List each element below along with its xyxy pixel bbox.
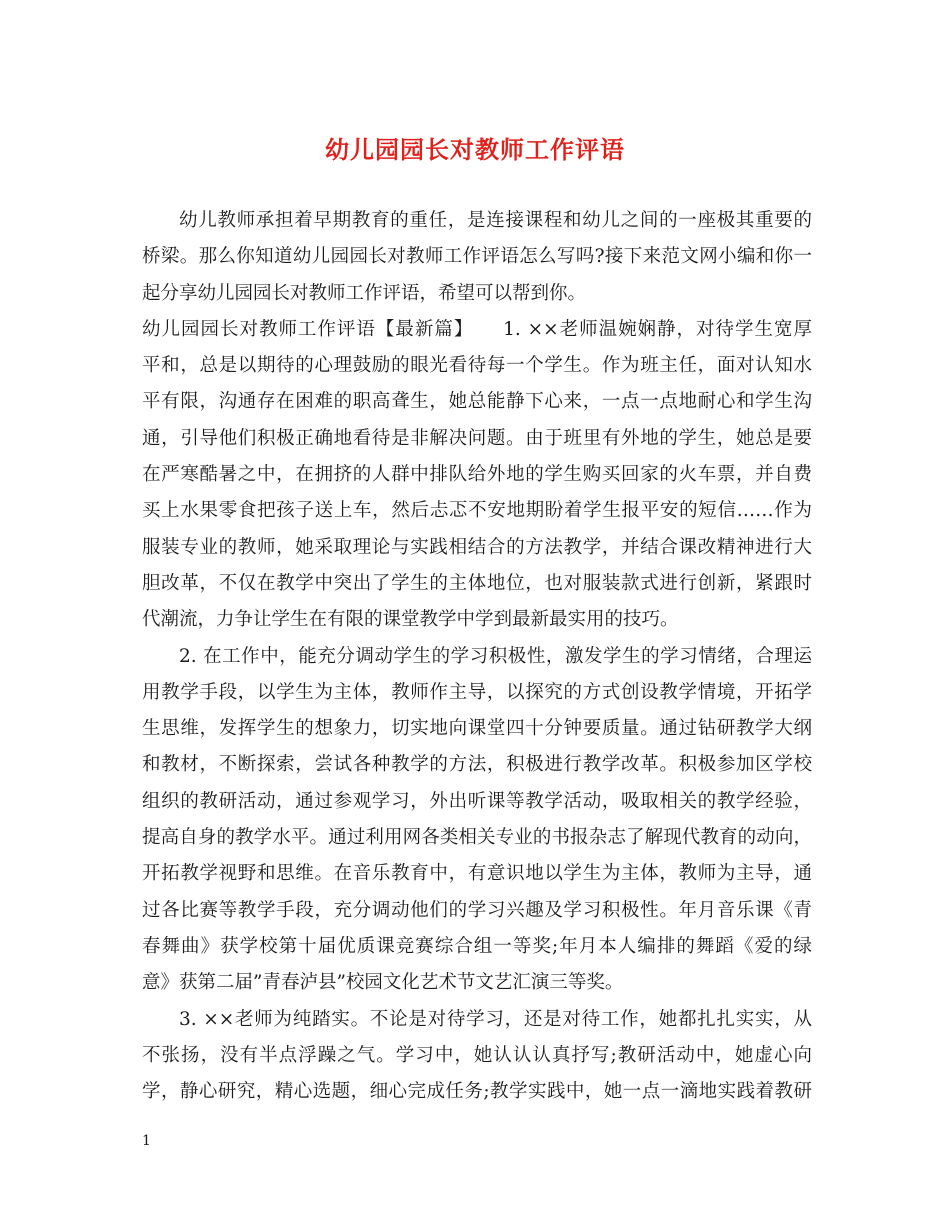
text-line: 起分享幼儿园园长对教师工作评语，希望可以帮到你。	[142, 282, 587, 304]
text-line: 代潮流，力争让学生在有限的课堂教学中学到最新最实用的技巧。	[142, 609, 679, 631]
text-line: 意》获第二届”青春泸县”校园文化艺术节文艺汇演三等奖。	[142, 972, 624, 994]
page-number: 1	[142, 1133, 151, 1149]
text-line: 平有限，沟通存在困难的职高聋生，她总能静下心来，一点一点地耐心和学生沟	[142, 391, 812, 413]
text-line: 幼儿园园长对教师工作评语【最新篇】 1. ××老师温婉娴静，对待学生宽厚	[142, 318, 812, 340]
text-line: 在严寒酷暑之中，在拥挤的人群中排队给外地的学生购买回家的火车票，并自费	[142, 464, 812, 486]
text-line: 3. ××老师为纯踏实。不论是对待学习，还是对待工作，她都扎扎实实，从	[179, 1008, 812, 1030]
document-body	[142, 203, 812, 1110]
text-line: 平和，总是以期待的心理鼓励的眼光看待每一个学生。作为班主任，面对认知水	[142, 355, 812, 377]
text-line: 不张扬，没有半点浮躁之气。学习中，她认认认真抒写;教研活动中，她虚心向	[142, 1044, 812, 1066]
document-title: 幼儿园园长对教师工作评语	[325, 135, 625, 164]
text-line: 桥梁。那么你知道幼儿园园长对教师工作评语怎么写吗?接下来范文网小编和你一	[142, 246, 812, 268]
text-line: 用教学手段，以学生为主体，教师作主导，以探究的方式创设教学情境，开拓学	[142, 681, 812, 703]
text-line: 生思维，发挥学生的想象力，切实地向课堂四十分钟要质量。通过钻研教学大纲	[142, 718, 812, 740]
text-line: 幼儿教师承担着早期教育的重任，是连接课程和幼儿之间的一座极其重要的	[179, 210, 812, 231]
text-line: 服装专业的教师，她采取理论与实践相结合的方法教学，并结合课改精神进行大	[142, 536, 812, 558]
text-line: 学，静心研究，精心选题，细心完成任务;教学实践中，她一点一滴地实践着教研	[142, 1081, 812, 1103]
text-line: 春舞曲》获学校第十届优质课竞赛综合组一等奖;年月本人编排的舞蹈《爱的绿	[142, 935, 812, 957]
text-line: 开拓教学视野和思维。在音乐教育中，有意识地以学生为主体，教师为主导，通	[142, 863, 812, 885]
text-line: 过各比赛等教学手段，充分调动他们的学习兴趣及学习积极性。年月音乐课《青	[142, 899, 812, 921]
text-line: 和教材，不断探索，尝试各种教学的方法，积极进行教学改革。积极参加区学校	[142, 754, 812, 776]
text-line: 胆改革，不仅在教学中突出了学生的主体地位，也对服装款式进行创新，紧跟时	[142, 572, 812, 594]
text-line: 买上水果零食把孩子送上车，然后忐忑不安地期盼着学生报平安的短信……作为	[142, 500, 812, 522]
text-line: 提高自身的教学水平。通过利用网各类相关专业的书报杂志了解现代教育的动向，	[142, 827, 812, 849]
text-line: 通，引导他们积极正确地看待是非解决问题。由于班里有外地的学生，她总是要	[142, 427, 812, 449]
text-line: 2. 在工作中，能充分调动学生的学习积极性，激发学生的学习情绪，合理运	[179, 645, 812, 667]
text-line: 组织的教研活动，通过参观学习，外出听课等教学活动，吸取相关的教学经验，	[142, 790, 812, 812]
